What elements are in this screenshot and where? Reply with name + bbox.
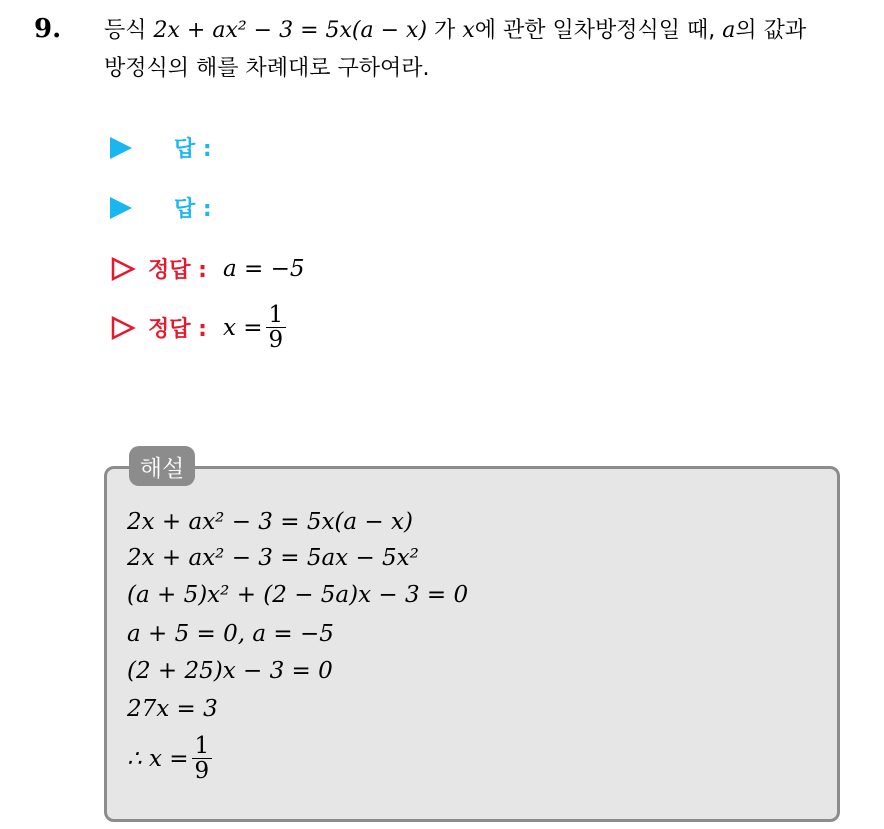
solution-line: 27x = 3: [127, 696, 218, 722]
question-text-part: 등식: [104, 18, 147, 43]
answer-label: 답 :: [174, 197, 212, 222]
question-text-part: 의 값과: [735, 18, 807, 43]
question-text-part: 에 관한 일차방정식일 때,: [474, 18, 716, 43]
fraction-numerator: 1: [194, 733, 210, 759]
question-text-part: 가: [434, 18, 456, 43]
fraction-denominator: 9: [192, 758, 213, 783]
correct-answer-row-1: [110, 253, 304, 284]
correct-answer-row-2: [110, 303, 289, 352]
answer-row-2: [110, 192, 212, 223]
filled-triangle-icon: [110, 197, 132, 219]
outline-triangle-icon: [110, 256, 136, 282]
question-line-1: [104, 12, 864, 50]
solution-line: 2x + ax² − 3 = 5ax − 5x²: [127, 545, 419, 571]
solution-title-tab: 해설: [129, 446, 195, 486]
correct-answer-lhs: x =: [222, 314, 263, 341]
solution-final-lhs: ∴ x =: [127, 745, 189, 772]
fraction: [192, 734, 213, 783]
solution-line: a + 5 = 0, a = −5: [127, 621, 334, 647]
question-variable-x: x: [462, 18, 475, 43]
correct-answer-value: a = −5: [222, 255, 305, 282]
outline-triangle-icon: [110, 315, 136, 341]
fraction: [266, 303, 287, 352]
question-number: 9.: [34, 14, 62, 44]
answer-label: 답 :: [174, 137, 212, 162]
solution-line: 2x + ax² − 3 = 5x(a − x): [127, 509, 413, 535]
fraction-denominator: 9: [266, 327, 287, 352]
question-equation: 2x + ax² − 3 = 5x(a − x): [153, 18, 428, 43]
solution-line: (a + 5)x² + (2 − 5a)x − 3 = 0: [127, 582, 469, 608]
question-line-2: 방정식의 해를 차례대로 구하여라.: [104, 56, 430, 81]
correct-answer-value: [223, 303, 289, 352]
fraction-numerator: 1: [268, 302, 284, 328]
question-text: [104, 12, 864, 88]
filled-triangle-icon: [110, 137, 132, 159]
answer-row-1: [110, 132, 212, 163]
correct-answer-label: 정답 :: [148, 317, 207, 342]
question-variable-a: a: [722, 18, 736, 43]
solution-line: (2 + 25)x − 3 = 0: [127, 658, 333, 684]
solution-final-line: [127, 734, 215, 783]
correct-answer-label: 정답 :: [148, 258, 207, 283]
